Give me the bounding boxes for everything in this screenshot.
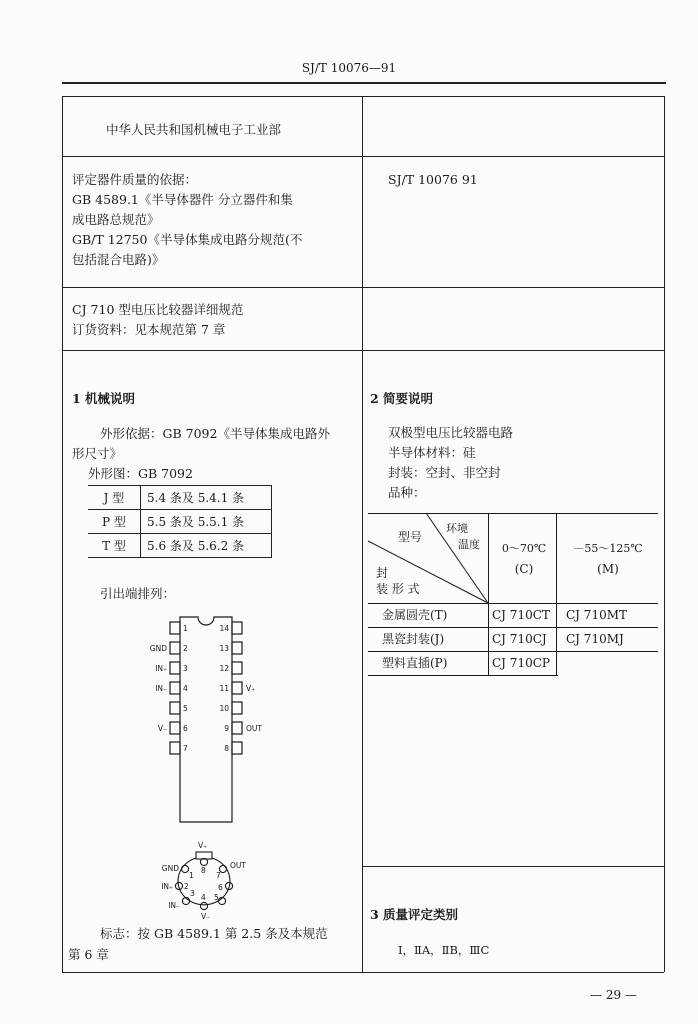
order-info: 订货资料：见本规范第 7 章: [72, 322, 226, 337]
can-label-gnd: GND: [161, 864, 179, 873]
ministry-name: 中华人民共和国机械电子工业部: [106, 122, 282, 137]
table-row: [88, 486, 272, 510]
dip-pin-number: 11: [219, 684, 229, 693]
can-label-in-minus: IN₋: [168, 901, 180, 910]
row-pkg: 金属圆壳(T): [382, 608, 448, 622]
outline-ref: 5.6 条及 5.6.2 条: [141, 534, 272, 558]
dip-pin-number: 13: [219, 644, 229, 653]
outline-table: [88, 485, 272, 558]
dip-pin: [232, 742, 242, 754]
dip-pin-number: 1: [183, 624, 188, 633]
dip-pin: [170, 722, 180, 734]
can-pin-number: 1: [189, 871, 194, 880]
marking-line-1: 标志：按 GB 4589.1 第 2.5 条及本规范: [100, 926, 328, 941]
dip-pin-number: 2: [183, 644, 188, 653]
dip-signal-in-plus: IN₊: [155, 664, 167, 673]
dip-pin: [170, 642, 180, 654]
quality-categories: Ⅰ，ⅡA，ⅡB，ⅢC: [398, 943, 490, 957]
can-pin: [200, 902, 207, 909]
outline-ref: 5.4 条及 5.4.1 条: [141, 486, 272, 510]
outline-basis-1: 外形依据：GB 7092《半导体集成电路外: [100, 426, 330, 441]
frame-middle: [362, 96, 363, 972]
outline-type: J 型: [88, 486, 141, 510]
rule-quality: [362, 866, 664, 867]
outline-basis-2: 形尺寸》: [72, 446, 123, 461]
brief-lines: [388, 423, 513, 503]
can-pin-number: 3: [190, 889, 195, 898]
dip-signal-v-minus: V₋: [157, 724, 167, 733]
corner-pkg-2: 装 形 式: [376, 582, 420, 596]
can-label-out: OUT: [230, 861, 246, 870]
can-label-in-plus: IN₊: [161, 882, 173, 891]
corner-type: 型号: [398, 530, 423, 544]
brief-circuit: 双极型电压比较器电路: [388, 425, 514, 440]
can-label-v-plus: V₊: [198, 841, 208, 850]
header-rule: [62, 82, 666, 84]
standard-number: SJ/T 10076 91: [388, 172, 478, 187]
frame-left: [62, 96, 63, 972]
section-3-heading: 3 质量评定类别: [370, 907, 459, 922]
dip-pin-number: 4: [183, 684, 188, 693]
dip-pin: [170, 702, 180, 714]
dip-pin-number: 8: [224, 744, 229, 753]
basis-line: GB/T 12750《半导体集成电路分规范(不: [72, 232, 303, 247]
can-pin-number: 4: [201, 893, 206, 902]
dip-signal-gnd: GND: [149, 644, 167, 653]
dip-pin-number: 7: [183, 744, 188, 753]
grade-table: [368, 513, 658, 689]
dip-pin: [232, 642, 242, 654]
row-c: CJ 710CT: [492, 608, 550, 622]
dip-pin-number: 14: [219, 624, 229, 633]
dip14-diagram: [110, 612, 300, 832]
basis-block: [72, 170, 302, 270]
spec-block: [72, 300, 243, 340]
dip-signal-v-plus: V₊: [246, 684, 256, 693]
pinout-label: 引出端排列：: [100, 586, 176, 601]
dip-pin: [170, 622, 180, 634]
dip-pin-number: 12: [219, 664, 229, 673]
basis-line: 成电路总规范》: [72, 212, 160, 227]
dip-pin: [232, 682, 242, 694]
can-pin: [181, 865, 188, 872]
table-row: [88, 510, 272, 534]
basis-line: 包括混合电路)》: [72, 252, 165, 267]
dip-signal-in-minus: IN₋: [155, 684, 167, 693]
corner-temp: 温度: [458, 538, 480, 551]
table-row: [88, 534, 272, 558]
can-pin-number: 7: [216, 871, 221, 880]
dip-pin-number: 5: [183, 704, 188, 713]
section-2-heading: 2 简要说明: [370, 391, 434, 406]
row-pkg: 塑料直插(P): [382, 656, 448, 670]
row-m: CJ 710MT: [566, 608, 628, 622]
spec-title: CJ 710 型电压比较器详细规范: [72, 302, 244, 317]
can-pin-number: 6: [218, 883, 223, 892]
dip-signal-out: OUT: [246, 724, 262, 733]
doc-number-header: SJ/T 10076—91: [301, 61, 397, 75]
dip-pin-number: 6: [183, 724, 188, 733]
frame-top: [62, 96, 664, 97]
temp-c: 0～70℃: [501, 542, 547, 555]
dip-pin: [232, 702, 242, 714]
brief-material: 半导体材料：硅: [388, 445, 476, 460]
can-pin-number: 5: [214, 893, 219, 902]
row-c: CJ 710CP: [492, 656, 550, 670]
temp-m-code: (M): [597, 562, 619, 576]
rule-3: [62, 350, 664, 351]
outline-type: T 型: [88, 534, 141, 558]
basis-line: GB 4589.1《半导体器件 分立器件和集: [72, 192, 293, 207]
frame-bottom: [62, 972, 664, 973]
row-pkg: 黑瓷封装(J): [382, 632, 445, 646]
temp-c-code: (C): [514, 562, 534, 576]
page-number: — 29 —: [590, 988, 637, 1002]
dip-pin: [170, 662, 180, 674]
rule-1: [62, 156, 664, 157]
row-c: CJ 710CJ: [492, 632, 547, 646]
temp-m: －55～125℃: [573, 542, 643, 555]
dip-pin-number: 3: [183, 664, 188, 673]
brief-variety: 品种：: [388, 485, 426, 500]
outline-ref: 5.5 条及 5.5.1 条: [141, 510, 272, 534]
dip-pin: [170, 742, 180, 754]
to99-diagram: [130, 838, 280, 910]
dip-pin-number: 10: [219, 704, 229, 713]
corner-env: 环境: [446, 522, 468, 535]
dip-pin-number: 9: [224, 724, 229, 733]
frame-right: [664, 96, 665, 972]
dip-pin: [170, 682, 180, 694]
basis-line: 评定器件质量的依据：: [72, 172, 198, 187]
brief-package: 封装：空封、非空封: [388, 465, 501, 480]
can-label-v-minus: V₋: [201, 912, 211, 921]
dip-pin: [232, 622, 242, 634]
outline-drawing: 外形图：GB 7092: [88, 466, 193, 481]
row-m: CJ 710MJ: [566, 632, 624, 646]
outline-type: P 型: [88, 510, 141, 534]
can-pin-number: 2: [184, 882, 189, 891]
dip-pin: [232, 722, 242, 734]
can-pin-number: 8: [201, 866, 206, 875]
corner-pkg-1: 封: [376, 566, 389, 580]
dip-pin: [232, 662, 242, 674]
rule-2: [62, 287, 664, 288]
marking-line-2: 第 6 章: [68, 947, 109, 962]
section-1-heading: 1 机械说明: [72, 391, 136, 406]
